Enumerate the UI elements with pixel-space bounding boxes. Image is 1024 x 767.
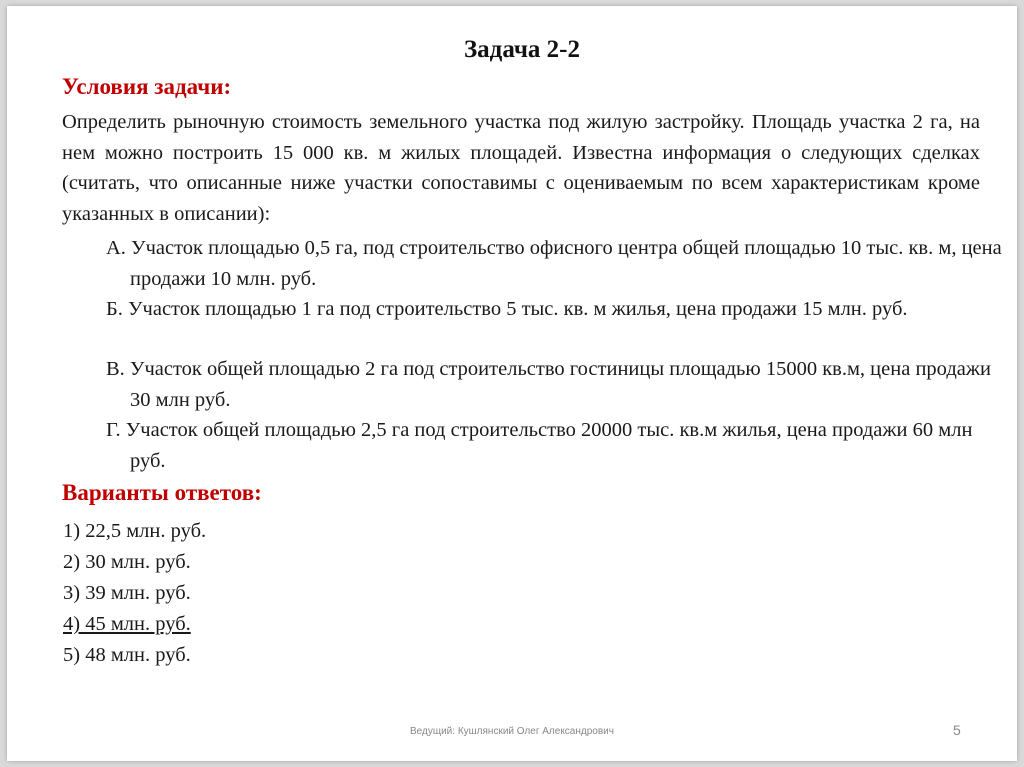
answer-option: 2) 30 млн. руб. (63, 551, 191, 573)
deal-item-d: Г. Участок общей площадью 2,5 га под строительство 20000 тыс. кв.м жилья, цена продажи 60 млн руб. (106, 419, 973, 472)
slide (7, 6, 1017, 761)
slide-title: Задача 2-2 (463, 36, 580, 63)
answer-option: 1) 22,5 млн. руб. (63, 520, 207, 542)
deal-item-b: Б. Участок площадью 1 га под строительство 5 тыс. кв. м жилья, цена продажи 15 млн. руб. (106, 298, 908, 320)
answers-list (63, 516, 206, 671)
answers-heading: Варианты ответов: (62, 480, 262, 505)
answer-option-selected: 4) 45 млн. руб. (63, 613, 191, 635)
conditions-heading: Условия задачи: (62, 74, 232, 99)
footer-presenter: Ведущий: Кушлянский Олег Александрович (410, 726, 614, 737)
answer-option: 5) 48 млн. руб. (63, 644, 191, 666)
answer-option: 3) 39 млн. руб. (63, 582, 191, 604)
page-number: 5 (953, 722, 961, 738)
deal-item-a: А. Участок площадью 0,5 га, под строительство офисного центра общей площадью 10 тыс. кв. м, цена продажи 10 млн. руб. (106, 237, 1002, 290)
deal-item-c: В. Участок общей площадью 2 га под строительство гостиницы площадью 15000 кв.м, цена продажи 30 млн руб. (106, 358, 991, 411)
problem-text: Определить рыночную стоимость земельного участка под жилую застройку. Площадь участка 2 га, на нем можно построить 15 000 кв. м жилых площадей. Известна информация о следующих сделках (считать, что описанные ниже участки сопоставимы с оцениваемым по всем характеристикам кроме указанных в описании): (62, 111, 980, 225)
